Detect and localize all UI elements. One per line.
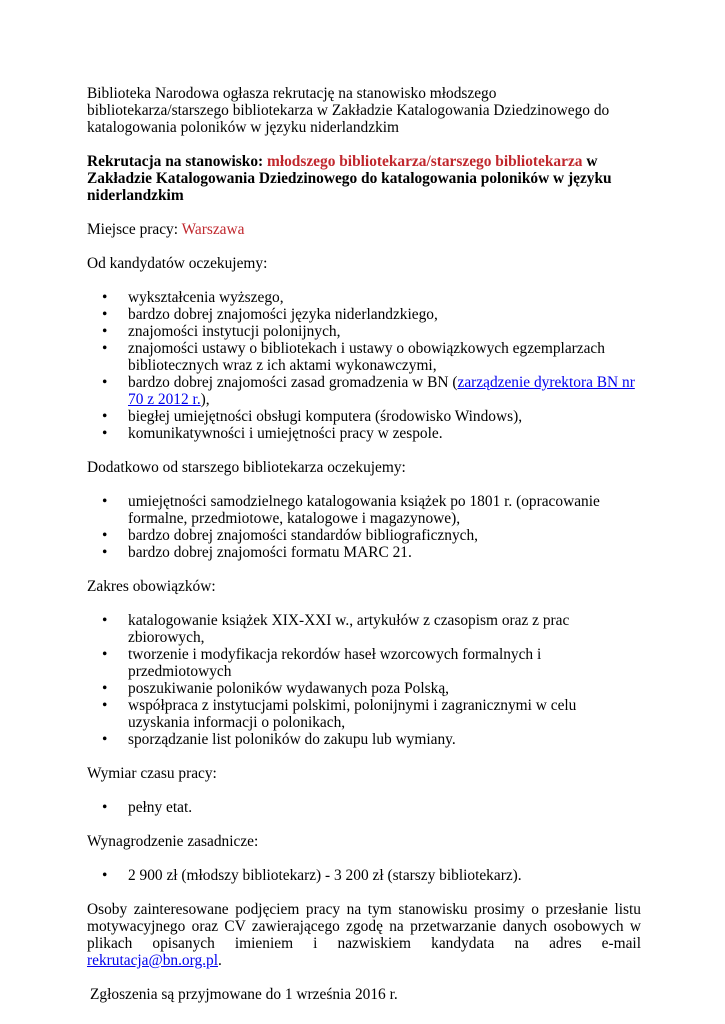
bullet-icon: • [102,612,108,629]
list-item [87,680,641,697]
salary-title: Wynagrodzenie zasadnicze: [87,833,259,850]
bullet-icon: • [102,374,108,391]
regulation-link[interactable]: zarządzenie dyrektora BN nr 70 z 2012 r. [128,374,635,408]
list-item-text: biegłej umiejętności obsługi komputera (środowisko Windows), [128,408,523,425]
workplace-value: Warszawa [181,221,245,238]
list-item-text: bardzo dobrej znajomości standardów bibliograficznych, [128,527,479,544]
workplace-line [87,221,641,238]
list-item-text: poszukiwanie poloników wydawanych poza Polską, [128,680,450,697]
bullet-icon: • [102,646,108,663]
senior-list [87,493,641,561]
bullet-icon: • [102,323,108,340]
list-item [87,527,641,544]
list-item-text-before: bardzo dobrej znajomości zasad gromadzenia w BN ( [128,374,458,391]
list-item [87,323,641,340]
expectations-list [87,289,641,442]
list-item-text: umiejętności samodzielnego katalogowania książek po 1801 r. (opracowanie formalne, przedmiotowe, katalogowe i magazynowe), [128,493,600,527]
worktime-title: Wymiar czasu pracy: [87,765,217,782]
bullet-icon: • [102,493,108,510]
list-item [87,289,641,306]
bullet-icon: • [102,408,108,425]
bullet-icon: • [102,289,108,306]
list-item-text: komunikatywności i umiejętności pracy w zespole. [128,425,443,442]
list-item [87,408,641,425]
list-item-text: bardzo dobrej znajomości języka niderlandzkiego, [128,306,438,323]
list-item [87,612,641,646]
application-end: . [218,952,222,969]
list-item-text: współpraca z instytucjami polskimi, polonijnymi i zagranicznymi w celu uzyskania informacji o polonikach, [128,697,577,731]
heading-prefix: Rekrutacja na stanowisko: [87,153,267,170]
bullet-icon: • [102,544,108,561]
workplace-label: Miejsce pracy: [87,221,182,238]
bullet-icon: • [102,306,108,323]
list-item-text: katalogowanie książek XIX-XXI w., artykułów z czasopism oraz z prac zbiorowych, [128,612,570,646]
list-item-text: znajomości ustawy o bibliotekach i ustawy o obowiązkowych egzemplarzach bibliotecznych wraz z ich aktami wykonawczymi, [128,340,605,374]
bullet-icon: • [102,731,108,748]
list-item [87,646,641,680]
list-item [87,493,641,527]
list-item-text: pełny etat. [128,799,193,816]
expectations-title: Od kandydatów oczekujemy: [87,255,268,272]
bullet-icon: • [102,697,108,714]
list-item-text: tworzenie i modyfikacja rekordów haseł wzorcowych formalnych i przedmiotowych [128,646,542,680]
senior-title: Dodatkowo od starszego bibliotekarza oczekujemy: [87,459,406,476]
list-item [87,697,641,731]
duties-title: Zakres obowiązków: [87,578,216,595]
email-link[interactable]: rekrutacja@bn.org.pl [87,952,218,969]
duties-list [87,612,641,748]
list-item-text: sporządzanie list poloników do zakupu lub wymiany. [128,731,456,748]
list-item [87,867,641,884]
bullet-icon: • [102,867,108,884]
list-item [87,374,641,408]
intro-paragraph: Biblioteka Narodowa ogłasza rekrutację na stanowisko młodszego bibliotekarza/starszego bibliotekarza w Zakładzie Katalogowania Dziedzinowego do katalogowania poloników w języku niderlandzkim [87,85,610,136]
document-page [87,85,641,1003]
application-text: Osoby zainteresowane podjęciem pracy na tym stanowisku prosimy o przesłanie listu motywacyjnego oraz CV zawierającego zgodę na przetwarzanie danych osobowych w plikach opisanych imieniem i nazwiskiem kandydata na adres e-mail [87,901,641,952]
list-item-text: bardzo dobrej znajomości formatu MARC 21. [128,544,412,561]
application-paragraph [87,901,641,969]
bullet-icon: • [102,799,108,816]
list-item [87,306,641,323]
list-item [87,731,641,748]
heading-suffix: w Zakładzie Katalogowania Dziedzinowego do katalogowania poloników w języku niderlandzkim [87,153,612,204]
list-item [87,425,641,442]
bullet-icon: • [102,680,108,697]
salary-list [87,867,641,884]
heading-position: młodszego bibliotekarza/starszego bibliotekarza [267,153,583,170]
list-item-text: 2 900 zł (młodszy bibliotekarz) - 3 200 zł (starszy bibliotekarz). [128,867,522,884]
list-item [87,340,641,374]
list-item-text: wykształcenia wyższego, [128,289,284,306]
bullet-icon: • [102,425,108,442]
bullet-icon: • [102,340,108,357]
deadline-text: Zgłoszenia są przyjmowane do 1 września 2016 r. [90,986,398,1003]
worktime-list [87,799,641,816]
list-item [87,799,641,816]
list-item-text-after: ), [200,391,210,408]
recruitment-heading [87,153,641,204]
list-item-text: znajomości instytucji polonijnych, [128,323,341,340]
bullet-icon: • [102,527,108,544]
list-item [87,544,641,561]
